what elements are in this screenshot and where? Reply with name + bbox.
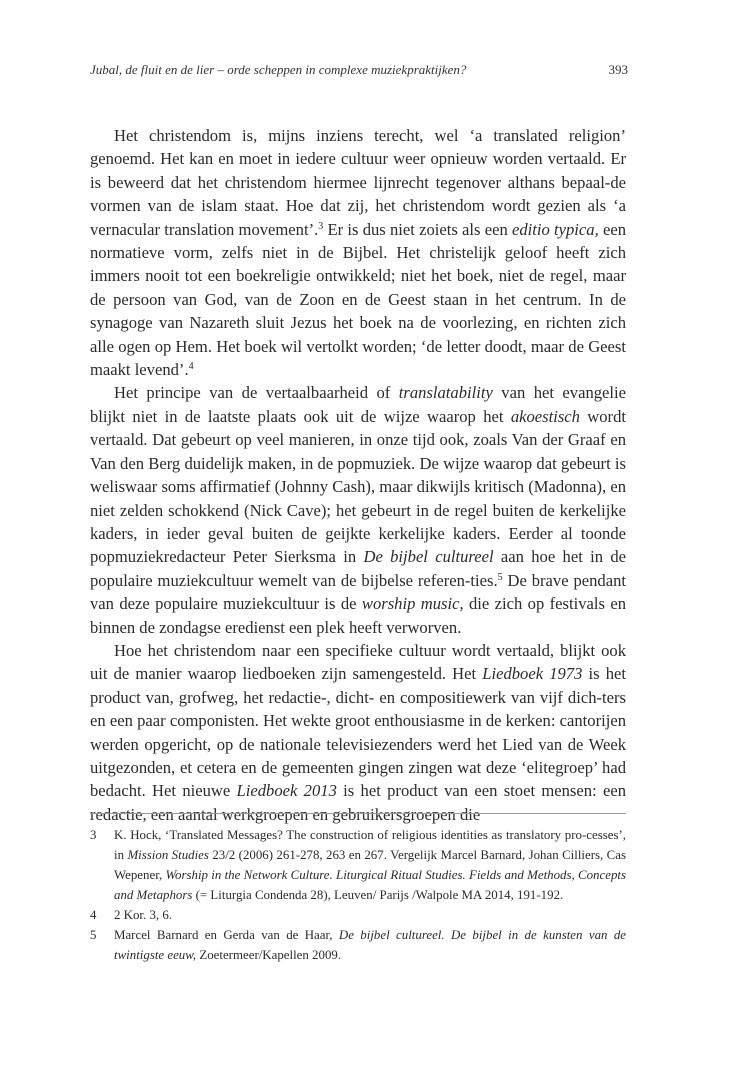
text-run: 23/2 (2006) 261-278, 263 en 267. Vergelijk Marcel Barnard, Johan Cilliers, Cas Wepener, [114,848,626,882]
footnote-divider [90,813,626,814]
footnote [90,905,626,925]
italic-text: Worship in the Network Culture. Liturgical Ritual Studies. Fields and Methods, Concepts and Metaphors [114,868,626,902]
footnote-marker: 5 [497,571,503,583]
italic-text: De bijbel cultureel [363,547,494,567]
italic-text: Liedboek 2013 [236,781,337,801]
text-run: Er is dus niet zoiets als een [323,219,512,239]
text-run: Marcel Barnard en Gerda van de Haar, [114,928,339,942]
footnote-number: 3 [90,828,97,842]
text-run: van het evangelie blijkt niet in de laatste plaats ook uit de wijze waarop het [90,383,627,426]
text-run: een normatieve vorm, zelfs niet in de Bijbel. Het christelijk geloof heeft zich immers nooit tot een boekreligie ontwikkeld; niet het boek, niet de regel, maar de persoon van God, van de Zoon en de Geest staan in het centrum. In de synagoge van Nazareth sluit Jezus het boek na de voorlezing, en richten zich alle ogen op Hem. Het boek wil vertolkt worden; ‘de letter doodt, maar de Geest maakt levend’. [90,219,626,380]
paragraph [90,124,626,381]
text-run: is het product van, grofweg, het redactie-, dicht- en compositiewerk van vijf dich-ters en een paar componisten. Het wekte groot enthousiasme in de kerken: cantorijen werden opgericht, op de nationale televisiezenders werd het Lied van de Week uitgezonden, et cetera en de gemeenten gingen zingen wat deze ‘elitegroep’ had bedacht. Het nieuwe [90,664,626,801]
text-run: Zoetermeer/Kapellen 2009. [196,948,342,962]
paragraph [90,639,626,826]
page-number: 393 [608,62,628,77]
footnote-text [114,905,626,925]
text-run: K. Hock, ‘Translated Messages? The construction of religious identities as translatory pro-cesses’, in [114,828,626,862]
italic-text: worship music, [361,594,464,614]
text-run: is het product van een stoet mensen: een redactie, een aantal werkgroepen en gebruikersgroepen die [90,781,626,824]
footnote [90,925,626,965]
text-run: wordt vertaald. Dat gebeurt op veel manieren, in onze tijd ook, zoals Van der Graaf en Van den Berg duidelijk maken, in de popmuziek. De wijze waarop dat gebeurt is weliswaar soms affirmatief (Johnny Cash), maar dikwijls kritisch (Madonna), en niet zelden schokkend (Nick Cave); het gebeurt in de regel buiten de kerkelijke kaders, in ieder geval buiten de geijkte kerkelijke kaders. Eerder al toonde popmuziekredacteur Peter Sierksma in [90,406,626,567]
footnote-number: 5 [90,928,97,942]
text-run: aan hoe het in de populaire muziekcultuur wemelt van de bijbelse referen-ties. [90,547,627,590]
text-run: (= Liturgia Condenda 28), Leuven/ Parijs /Walpole MA 2014, 191-192. [192,888,564,902]
footnote-text [114,825,626,905]
footnote [90,825,626,905]
footnote-marker: 4 [188,361,194,373]
footnotes [90,825,626,965]
footnote-number: 4 [90,908,97,922]
running-title: Jubal, de fluit en de lier – orde scheppen in complexe muziekpraktijken? [90,62,467,77]
text-run: Hoe het christendom naar een specifieke cultuur wordt vertaald, blijkt ook uit de manier waarop liedboeken zijn samengesteld. Het [90,640,626,684]
text-run: die zich op festivals en binnen de zondagse eredienst een plek heeft verworven. [90,594,626,637]
paragraph [90,381,626,638]
italic-text: translatability [398,383,493,403]
main-text [90,124,626,826]
footnote-text [114,925,626,965]
italic-text: Liedboek 1973 [482,664,583,684]
text-run: 2 Kor. 3, 6. [114,908,173,922]
footnote-marker: 3 [318,220,324,232]
text-run: Het christendom is, mijns inziens terecht, wel ‘a translated religion’ genoemd. Het kan en moet in iedere cultuur weer opnieuw worden vertaald. Er is beweerd dat het christendom hiermee lijnrecht tegenover althans bepaal-de vormen van de islam staat. Hoe dat zij, het christendom wordt gezien als ‘a vernacular translation movement’. [90,126,626,239]
italic-text: De bijbel cultureel. De bijbel in de kunsten van de twintigste eeuw, [114,928,627,962]
italic-text: akoestisch [510,406,580,426]
text-run: Het principe van de vertaalbaarheid of [114,383,399,403]
running-header [90,62,628,78]
italic-text: Mission Studies [127,848,209,862]
italic-text: editio typica, [512,219,599,239]
text-run: De brave pendant van deze populaire muziekcultuur is de [90,570,626,614]
